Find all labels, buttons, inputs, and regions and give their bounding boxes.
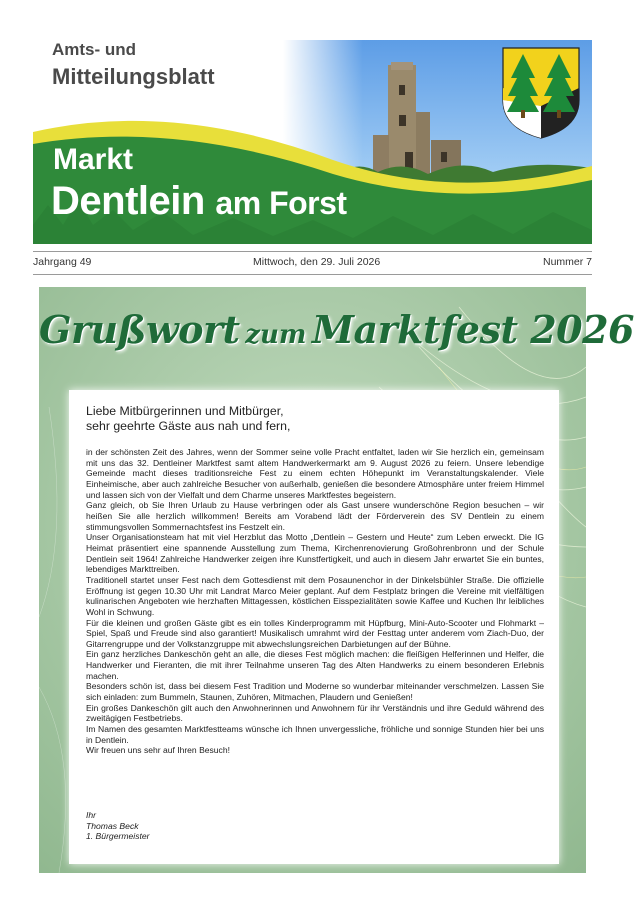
issue-date: Mittwoch, den 29. Juli 2026 <box>253 256 381 268</box>
signature-name: Thomas Beck <box>86 820 139 831</box>
issue-volume: Jahrgang 49 <box>33 256 92 268</box>
coat-of-arms-icon <box>503 48 579 138</box>
greeting-card <box>69 390 559 864</box>
signature-block <box>86 810 150 842</box>
issue-number: Nummer 7 <box>542 256 592 268</box>
body-paragraph: Ganz gleich, ob Sie Ihren Urlaub zu Hause verbringen oder als Gast unsere wunderschöne Region besuchen – wir heißen Sie alle herzlich willkommen! Bereits am Vorabend lädt der Förderverein des SV Dentlein zu einem stimmungsvollen Sommernachtsfest ins Festzelt ein. <box>86 500 544 532</box>
body-paragraph: Ein ganz herzliches Dankeschön geht an alle, die dieses Fest möglich machen: die fleißigen Helferinnen und Helfer, die Handwerker und Fieranten, die mit ihrer Teilnahme unseren Tag des Alten Handwerks zu einem besonderen Erlebnis machen. <box>86 649 544 681</box>
masthead-title-dentlein: Dentlein <box>51 179 205 223</box>
body-paragraph: Für die kleinen und großen Gäste gibt es ein tolles Kinderprogramm mit Hüpfburg, Mini-Auto-Scooter und Flohmarkt – Spiel, Spaß und Freude sind also garantiert! Musikalisch umrahmt wird der Festtag unter anderem vom Ziach-Duo, der Gitarrengruppe und der Volkstanzgruppe mit abwechslungsreichen Darbietungen auf der Bühne. <box>86 617 544 649</box>
masthead-title-am-forst: am Forst <box>215 185 347 221</box>
body-paragraph: Besonders schön ist, dass bei diesem Fest Tradition und Moderne so wunderbar miteinander verschmelzen. Lassen Sie sich einladen: zum Bummeln, Staunen, Zuhören, Mitmachen, Plaudern und Genießen! <box>86 681 544 703</box>
masthead <box>33 40 592 244</box>
body-paragraph: Im Namen des gesamten Marktfestteams wünsche ich Ihnen unvergessliche, fröhliche und sonnige Stunden hier bei uns in Dentlein. <box>86 724 544 745</box>
greeting-body <box>86 447 544 756</box>
body-paragraph: Unser Organisationsteam hat mit viel Herzblut das Motto „Dentlein – Gestern und Heute“ zum Leben erweckt. Die IG Heimat präsentiert eine spannende Ausstellung zum Thema, Kirchenrenovierung Großohrenbronn und der Schule Dentlein seit 1964! Zahlreiche Handwerker zeigen ihre Kunstfertigkeit, und auch in diesem Jahr erwartet Sie ein buntes, lebendiges Markttreiben. <box>86 532 544 575</box>
body-paragraph: Traditionell startet unser Fest nach dem Gottesdienst mit dem Posaunenchor in der Dinkelsbühler Straße. Die offizielle Eröffnung ist gegen 10.30 Uhr mit Landrat Marco Meier geplant. Auf dem Festplatz bringen die Vereine mit vielfältigen kulinarischen Angeboten wie herzhaften Mittagessen, köstlichen Eisspezialitäten sowie Kaffee und Kuchen Ihr leibliches Wohl in Schwung. <box>86 574 544 617</box>
masthead-subtitle-line2: Mitteilungsblatt <box>52 64 215 89</box>
body-paragraph: in der schönsten Zeit des Jahres, wenn der Sommer seine volle Pracht entfaltet, laden wir Sie herzlich ein, gemeinsam mit uns das 32. Dentleiner Marktfest samt altem Handwerkermarkt am 9. August 2026 zu feiern. Unsere lebendige Gemeinde macht dieses traditionsreiche Fest zu einem echten Höhepunkt im Veranstaltungskalender. Viele Einheimische, aber auch zahlreiche Besucher von außerhalb, genießen die besondere Atmosphäre unter freiem Himmel und lassen sich von der Vielfalt und dem Charme unseres Marktfestes begeistern. <box>86 447 544 500</box>
poster-title <box>39 307 634 352</box>
salutation-line1: Liebe Mitbürgerinnen und Mitbürger, <box>86 404 284 418</box>
greeting-salutation <box>86 404 546 434</box>
poster-title-part3: Marktfest 2026 <box>311 307 634 352</box>
masthead-subtitle-line1: Amts- und <box>52 40 137 59</box>
salutation-line2: sehr geehrte Gäste aus nah und fern, <box>86 419 291 433</box>
signature-title: 1. Bürgermeister <box>86 831 150 842</box>
greeting-poster <box>39 287 634 873</box>
signature-line1: Ihr <box>86 810 97 820</box>
masthead-markt: Markt <box>53 143 134 176</box>
masthead-title <box>51 179 347 224</box>
poster-title-part1: Grußwort <box>39 307 240 352</box>
poster-title-part2: zum <box>245 320 307 350</box>
body-paragraph: Ein großes Dankeschön gilt auch den Anwohnerinnen und Anwohnern für ihr Verständnis und ihre Geduld während des zweitägigen Festbetriebs. <box>86 702 544 724</box>
body-paragraph: Wir freuen uns sehr auf Ihren Besuch! <box>86 745 230 756</box>
issue-info-line <box>33 251 592 275</box>
